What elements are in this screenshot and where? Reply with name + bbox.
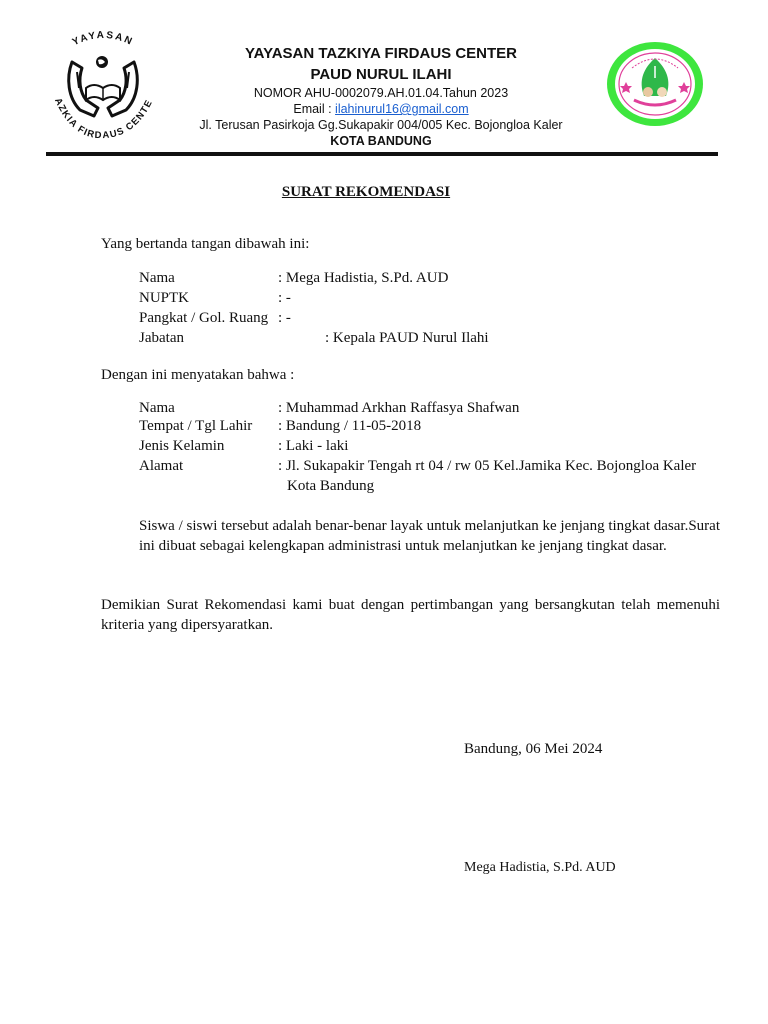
letter-title: SURAT REKOMENDASI <box>281 184 451 200</box>
signer-name-label: Nama <box>139 270 175 286</box>
student-gender-value: : Laki - laki <box>278 438 349 454</box>
student-name-value: : Muhammad Arkhan Raffasya Shafwan <box>278 400 520 416</box>
signer-position-label: Jabatan <box>139 330 184 346</box>
signature-name: Mega Hadistia, S.Pd. AUD <box>464 860 616 875</box>
org-name: YAYASAN TAZKIYA FIRDAUS CENTER <box>245 45 517 62</box>
student-address-continuation: Kota Bandung <box>287 478 375 494</box>
student-gender-label: Jenis Kelamin <box>139 438 225 454</box>
registration-number: NOMOR AHU-0002079.AH.01.04.Tahun 2023 <box>253 86 509 100</box>
student-address-value: : Jl. Sukapakir Tengah rt 04 / rw 05 Kel.Jamika Kec. Bojongloa Kaler <box>278 458 697 474</box>
statement-text: Dengan ini menyatakan bahwa : <box>101 367 295 383</box>
signer-nuptk-value: : - <box>278 290 291 306</box>
address-line: Jl. Terusan Pasirkoja Gg.Sukapakir 004/005 Kec. Bojongloa Kaler <box>199 118 563 132</box>
student-name-label: Nama <box>139 400 175 416</box>
right-logo <box>604 38 706 130</box>
intro-text: Yang bertanda tangan dibawah ini: <box>101 236 310 252</box>
signer-rank-label: Pangkat / Gol. Ruang <box>139 310 269 326</box>
header-divider <box>46 152 718 156</box>
signer-name-value: : Mega Hadistia, S.Pd. AUD <box>278 270 449 286</box>
signer-rank-value: : - <box>278 310 291 326</box>
student-birth-value: : Bandung / 11-05-2018 <box>278 418 422 434</box>
signer-nuptk-label: NUPTK <box>139 290 190 306</box>
place-date: Bandung, 06 Mei 2024 <box>464 741 603 757</box>
student-address-label: Alamat <box>139 458 184 474</box>
email-link[interactable]: ilahinurul16@gmail.com <box>335 102 469 116</box>
email-label: Email : <box>293 102 336 116</box>
signer-position-value: : Kepala PAUD Nurul Ilahi <box>325 330 489 346</box>
school-name: PAUD NURUL ILAHI <box>310 66 452 83</box>
closing-paragraph: Demikian Surat Rekomendasi kami buat dengan pertimbangan yang bersangkutan telah memenuhi kriteria yang dipersyaratkan. <box>101 597 720 633</box>
student-birth-label: Tempat / Tgl Lahir <box>139 418 253 434</box>
body-paragraph: Siswa / siswi tersebut adalah benar-benar layak untuk melanjutkan ke jenjang tingkat dasar.Surat ini dibuat sebagai kelengkapan administrasi untuk melanjutkan ke jenjang tingkat dasar. <box>139 518 720 554</box>
svg-text:YAYASAN: YAYASAN <box>70 29 136 49</box>
city-line: KOTA BANDUNG <box>330 134 432 148</box>
svg-text:TAZKIA FIRDAUS CENTER: AZKIA FIRDAUS CENTE <box>52 96 156 142</box>
paud-badge-icon <box>604 38 706 130</box>
